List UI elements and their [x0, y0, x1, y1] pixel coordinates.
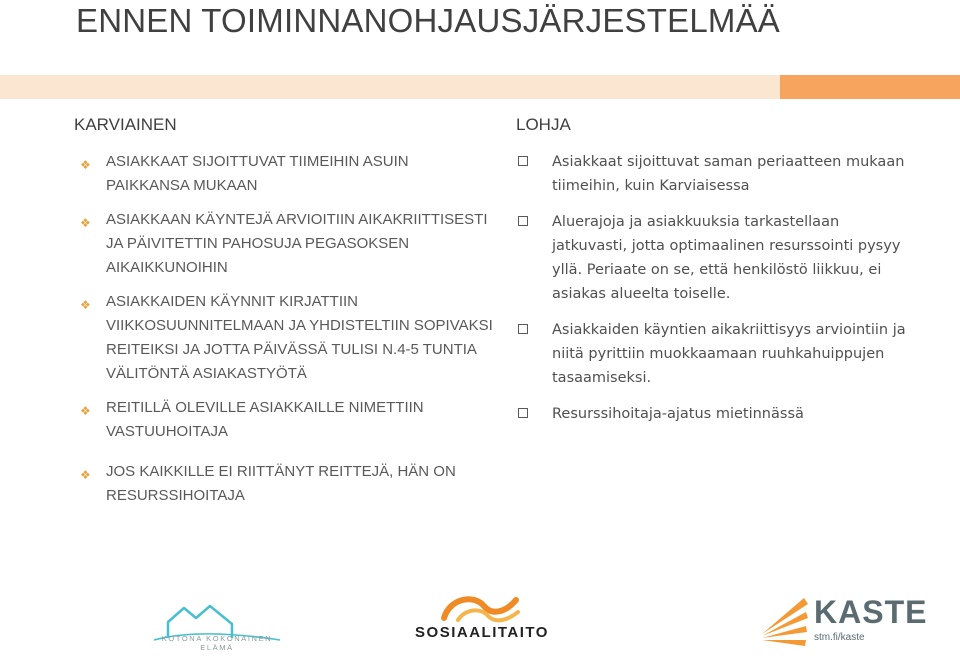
list-item: ❖ ASIAKKAAT SIJOITTUVAT TIIMEIHIN ASUIN PAIKKANSA MUKAAN [80, 153, 409, 194]
list-item: Asiakkaat sijoittuvat saman periaatteen mukaan tiimeihin, kuin Karviaisessa [516, 150, 916, 198]
slide-title: ENNEN TOIMINNANOHJAUSJÄRJESTELMÄÄ [76, 2, 780, 39]
diamond-star-icon: ❖ [80, 404, 91, 418]
list-item: ❖ ASIAKKAIDEN KÄYNNIT KIRJATTIIN VIIKKOSUUNNITELMAAN JA YHDISTELTIIN SOPIVAKSI REITEIKSI JA JOTTA PÄIVÄSSÄ TULISI N.4-5 TUNTIA VÄLITÖNTÄ ASIAKASTYÖTÄ [80, 293, 493, 382]
list-item: Asiakkaiden käyntien aikakriittisyys arviointiin ja niitä pyrittiin muokkaamaan ruuhkahuippujen tasaamiseksi. [516, 318, 916, 390]
list-item: ❖ ASIAKKAAN KÄYNTEJÄ ARVIOITIIN AIKAKRIITTISESTI JA PÄIVITETTIN PAHOSUJA PEGASOKSEN AIKAIKKUNOIHIN [80, 211, 488, 276]
left-column [74, 114, 494, 518]
kaste-logo-title: KASTE [814, 594, 928, 630]
diamond-star-icon: ❖ [80, 468, 91, 482]
accent-bar-dark [780, 75, 960, 99]
left-heading: KARVIAINEN [74, 115, 177, 134]
square-outline-icon [518, 324, 528, 334]
logo-strip [0, 590, 960, 658]
sosiaalitaito-logo-text: SOSIAALITAITO [415, 624, 549, 641]
left-bullet-list [74, 150, 494, 508]
right-bullet-list [516, 150, 916, 426]
diamond-star-icon: ❖ [80, 216, 91, 230]
kotona-logo-text: KOTONA KOKONAINEN ELÄMÄ [161, 634, 273, 652]
diamond-star-icon: ❖ [80, 158, 91, 172]
diamond-star-icon: ❖ [80, 298, 91, 312]
square-outline-icon [518, 408, 528, 418]
list-item: Aluerajoja ja asiakkuuksia tarkastellaan jatkuvasti, jotta optimaalinen resurssointi pysyy yllä. Periaate on se, että henkilöstö liikkuu, ei asiakas alueelta toiselle. [516, 210, 916, 306]
accent-bar-light [0, 75, 780, 99]
kaste-logo-subtitle: stm.fi/kaste [814, 632, 865, 643]
right-heading: LOHJA [516, 115, 571, 134]
list-item: Resurssihoitaja-ajatus mietinnässä [516, 402, 916, 426]
right-column [516, 114, 916, 438]
square-outline-icon [518, 156, 528, 166]
list-item: ❖ JOS KAIKKILLE EI RIITTÄNYT REITTEJÄ, HÄN ON RESURSSIHOITAJA [80, 463, 456, 504]
square-outline-icon [518, 216, 528, 226]
list-item: ❖ REITILLÄ OLEVILLE ASIAKKAILLE NIMETTIIN VASTUUHOITAJA [80, 399, 424, 440]
accent-bar [0, 75, 960, 99]
